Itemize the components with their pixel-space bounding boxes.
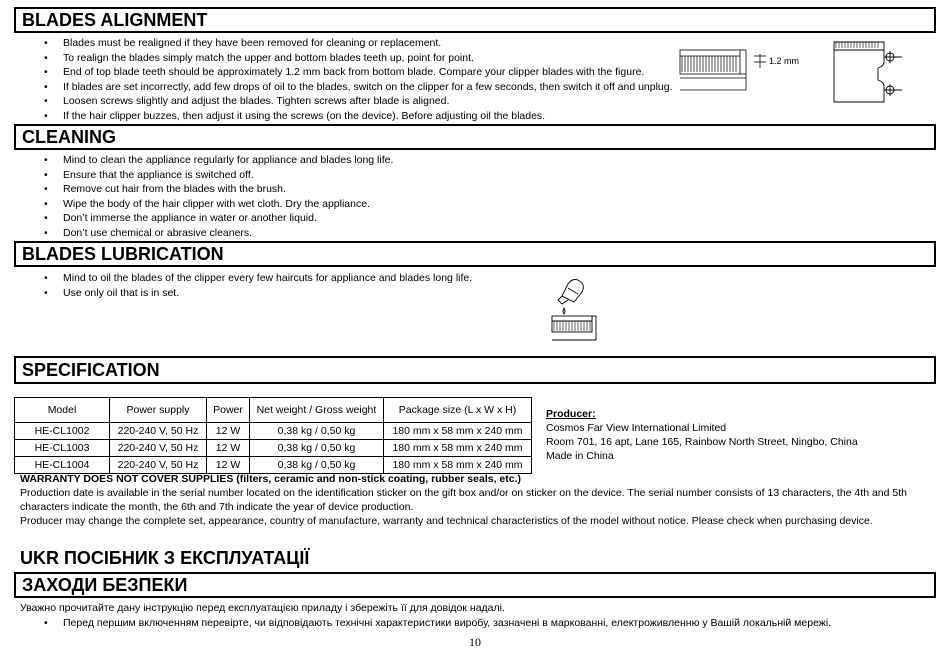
column-header: Power supply [110, 398, 207, 423]
list-item: • Don’t immerse the appliance in water or another liquid. [44, 211, 393, 226]
section-title-specification: SPECIFICATION [14, 356, 936, 384]
table-cell: 0,38 kg / 0,50 kg [250, 423, 384, 440]
list-item: • End of top blade teeth should be approximately 1.2 mm back from bottom blade. Compare your clipper blades with the figure. [44, 65, 673, 80]
table-cell: HE-CL1003 [15, 440, 110, 457]
blade-screws-figure [828, 40, 908, 106]
production-date-note: Production date is available in the serial number located on the identification sticker on the gift box and/or on sticker on the device. The serial number consists of 13 characters, the 4th and 5th characters indicate the month, the 6th and 7th indicate the year of device production. [20, 487, 907, 513]
list-item: • Loosen screws slightly and adjust the blades. Tighten screws after blade is aligned. [44, 94, 673, 109]
column-header: Model [15, 398, 110, 423]
table-header-row [15, 398, 532, 423]
list-item: • Wipe the body of the hair clipper with wet cloth. Dry the appliance. [44, 197, 393, 212]
ukr-safety-list [44, 616, 831, 631]
measurement-label: 1.2 mm [769, 56, 800, 66]
list-item: • To realign the blades simply match the upper and bottom blades teeth up, point for point. [44, 51, 673, 66]
warranty-note: WARRANTY DOES NOT COVER SUPPLIES (filters, ceramic and non-stick coating, rubber seals, etc.) [20, 473, 522, 485]
table-cell: 12 W [207, 440, 250, 457]
list-item: • If blades are set incorrectly, add few drops of oil to the blades, switch on the clipper for a few seconds, then switch it off and unplug. [44, 80, 673, 95]
table-cell: 180 mm x 58 mm x 240 mm [384, 423, 532, 440]
lubrication-list [44, 271, 472, 300]
table-cell: 12 W [207, 423, 250, 440]
table-row [15, 440, 532, 457]
table-cell: 0,38 kg / 0,50 kg [250, 457, 384, 474]
table-cell: 220-240 V, 50 Hz [110, 440, 207, 457]
section-title-cleaning: CLEANING [14, 124, 936, 150]
table-cell: 220-240 V, 50 Hz [110, 423, 207, 440]
section-title-blades-alignment: BLADES ALIGNMENT [14, 7, 936, 33]
table-cell: 220-240 V, 50 Hz [110, 457, 207, 474]
list-item: • Mind to oil the blades of the clipper every few haircuts for appliance and blades long life. [44, 271, 472, 286]
column-header: Power [207, 398, 250, 423]
blades-alignment-list [44, 36, 673, 123]
list-item: • If the hair clipper buzzes, then adjust it using the screws (on the device). Before adjusting oil the blades. [44, 109, 673, 124]
ukr-intro: Уважно прочитайте дану інструкцію перед експлуатацією приладу і збережіть її для довідок надалі. [20, 602, 505, 614]
specification-table [14, 397, 532, 474]
producer-line: Room 701, 16 apt, Lane 165, Rainbow North Street, Ningbo, China [546, 436, 858, 448]
column-header: Package size (L x W x H) [384, 398, 532, 423]
table-cell: HE-CL1004 [15, 457, 110, 474]
list-item: • Remove cut hair from the blades with the brush. [44, 182, 393, 197]
table-cell: 180 mm x 58 mm x 240 mm [384, 457, 532, 474]
ukr-manual-heading: UKR ПОСІБНИК З ЕКСПЛУАТАЦІЇ [20, 548, 310, 568]
table-cell: 0,38 kg / 0,50 kg [250, 440, 384, 457]
list-item: • Blades must be realigned if they have been removed for cleaning or replacement. [44, 36, 673, 51]
producer-line: Made in China [546, 450, 614, 462]
blade-alignment-figure [678, 44, 808, 96]
column-header: Net weight / Gross weight [250, 398, 384, 423]
table-cell: 12 W [207, 457, 250, 474]
producer-block [546, 407, 858, 463]
oil-bottle-figure [548, 274, 608, 344]
section-title-safety: ЗАХОДИ БЕЗПЕКИ [14, 572, 936, 598]
list-item: • Mind to clean the appliance regularly for appliance and blades long life. [44, 153, 393, 168]
producer-title: Producer: [546, 408, 596, 420]
producer-change-note: Producer may change the complete set, appearance, country of manufacture, warranty and technical characteristics of the model without notice. Please check when purchasing device. [20, 515, 873, 527]
page-number: 10 [469, 635, 481, 649]
table-row [15, 457, 532, 474]
cleaning-list [44, 153, 393, 240]
table-row [15, 423, 532, 440]
list-item: • Use only oil that is in set. [44, 286, 472, 301]
list-item: • Перед першим включенням перевірте, чи відповідають технічні характеристики виробу, зазначені в маркованні, електроживленню у Вашій локальній мережі. [44, 616, 831, 631]
producer-line: Cosmos Far View International Limited [546, 422, 727, 434]
list-item: • Ensure that the appliance is switched off. [44, 168, 393, 183]
table-cell: HE-CL1002 [15, 423, 110, 440]
list-item: • Don’t use chemical or abrasive cleaners. [44, 226, 393, 241]
table-cell: 180 mm x 58 mm x 240 mm [384, 440, 532, 457]
section-title-blades-lubrication: BLADES LUBRICATION [14, 241, 936, 267]
